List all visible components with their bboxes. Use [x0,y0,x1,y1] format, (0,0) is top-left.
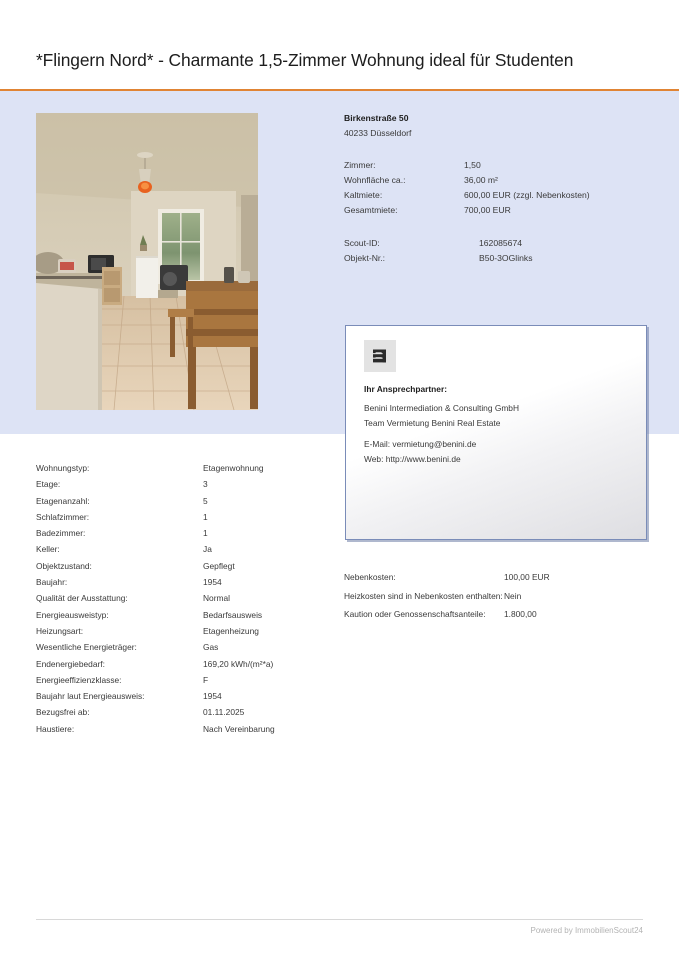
table-row [36,460,326,476]
detail-label: Endenergiebedarf: [36,658,105,669]
detail-label: Heizungsart: [36,625,84,636]
detail-label: Bezugsfrei ab: [36,707,90,718]
table-row [36,704,326,720]
detail-label: Objektzustand: [36,560,92,571]
table-row [344,158,664,173]
page-header [0,0,679,89]
table-row [36,558,326,574]
table-row [344,251,664,266]
footer-divider [36,919,643,920]
table-row [36,607,326,623]
spacer [364,430,634,437]
fact-value: 36,00 m² [464,175,498,185]
identifiers-table [344,236,664,266]
cost-value: Nein [504,590,522,601]
table-row [344,188,664,203]
contact-email[interactable]: E-Mail: vermietung@benini.de [364,439,477,449]
detail-value: 01.11.2025 [203,707,245,718]
contact-company: Benini Intermediation & Consulting GmbH [364,403,520,413]
cost-label: Kaution oder Genossenschaftsanteile: [344,609,486,619]
table-row [344,203,664,218]
detail-value: Normal [203,593,230,604]
detail-value: 1 [203,528,208,539]
table-row [36,525,326,541]
table-row [344,571,664,584]
address-city: 40233 Düsseldorf [344,128,412,138]
detail-value: Etagenwohnung [203,463,264,473]
detail-value: 169,20 kWh/(m²*a) [203,658,274,669]
table-row [36,574,326,590]
fact-label: Kaltmiete: [344,190,383,200]
detail-label: Qualität der Ausstattung: [36,593,128,604]
table-row [344,236,664,251]
detail-value: F [203,674,209,685]
detail-value: Bedarfsausweis [203,609,263,620]
cost-value: 100,00 EUR [504,572,550,582]
detail-label: Energieeffizienzklasse: [36,674,122,685]
detail-label: Keller: [36,544,60,555]
fact-label: Gesamtmiete: [344,205,398,215]
detail-value: 1954 [203,691,222,702]
table-row [344,608,664,621]
detail-label: Etagenanzahl: [36,495,90,506]
table-row [344,173,664,188]
table-row [36,590,326,606]
fact-value: B50-3OGlinks [479,253,533,263]
key-facts [344,113,664,266]
table-row [36,688,326,704]
address-street: Birkenstraße 50 [344,113,409,123]
table-row [36,623,326,639]
table-row [36,672,326,688]
detail-value: Gepflegt [203,560,235,571]
detail-label: Baujahr: [36,577,68,588]
key-facts-table [344,158,664,218]
detail-label: Wesentliche Energieträger: [36,642,137,653]
detail-label: Badezimmer: [36,528,86,539]
fact-label: Scout-ID: [344,238,380,248]
table-row [36,493,326,509]
property-photo[interactable] [36,113,258,410]
table-row [36,476,326,492]
cost-label: Heizkosten sind in Nebenkosten enthalten: [344,590,503,601]
fact-value: 1,50 [464,160,481,170]
table-row [36,541,326,557]
detail-value: 1 [203,511,208,522]
contact-team: Team Vermietung Benini Real Estate [364,417,501,428]
fact-label: Zimmer: [344,160,376,170]
detail-value: 1954 [203,577,222,588]
contact-website[interactable]: Web: http://www.benini.de [364,453,461,464]
cost-value: 1.800,00 [504,609,537,619]
detail-label: Etage: [36,479,61,490]
contact-heading: Ihr Ansprechpartner: [364,384,447,394]
footer-powered-by: Powered by ImmobilienScout24 [530,926,643,935]
detail-label: Schlafzimmer: [36,511,90,522]
detail-label: Haustiere: [36,723,75,734]
detail-label: Wohnungstyp: [36,463,90,473]
cost-label: Nebenkosten: [344,572,396,582]
detail-value: Nach Vereinbarung [203,723,275,734]
detail-value: Gas [203,642,219,653]
table-row [344,590,664,603]
table-row [36,656,326,672]
table-row [36,639,326,655]
detail-label: Energieausweistyp: [36,609,109,620]
fact-label: Wohnfläche ca.: [344,175,406,185]
table-row [36,721,326,737]
fact-label: Objekt-Nr.: [344,253,386,263]
fact-value: 162085674 [479,238,523,248]
property-details-table [36,460,326,737]
page-title: *Flingern Nord* - Charmante 1,5-Zimmer Wohnung ideal für Studenten [36,50,574,70]
detail-value: Etagenheizung [203,625,259,636]
detail-value: 3 [203,479,208,490]
benini-b-logo-icon [364,340,396,372]
fact-value: 600,00 EUR (zzgl. Nebenkosten) [464,190,590,200]
fact-value: 700,00 EUR [464,205,511,215]
table-row [36,509,326,525]
contact-card [345,325,647,540]
detail-value: Ja [203,544,212,555]
detail-value: 5 [203,495,208,506]
costs-table [344,571,664,627]
detail-label: Baujahr laut Energieausweis: [36,691,145,702]
contact-details [364,384,634,466]
